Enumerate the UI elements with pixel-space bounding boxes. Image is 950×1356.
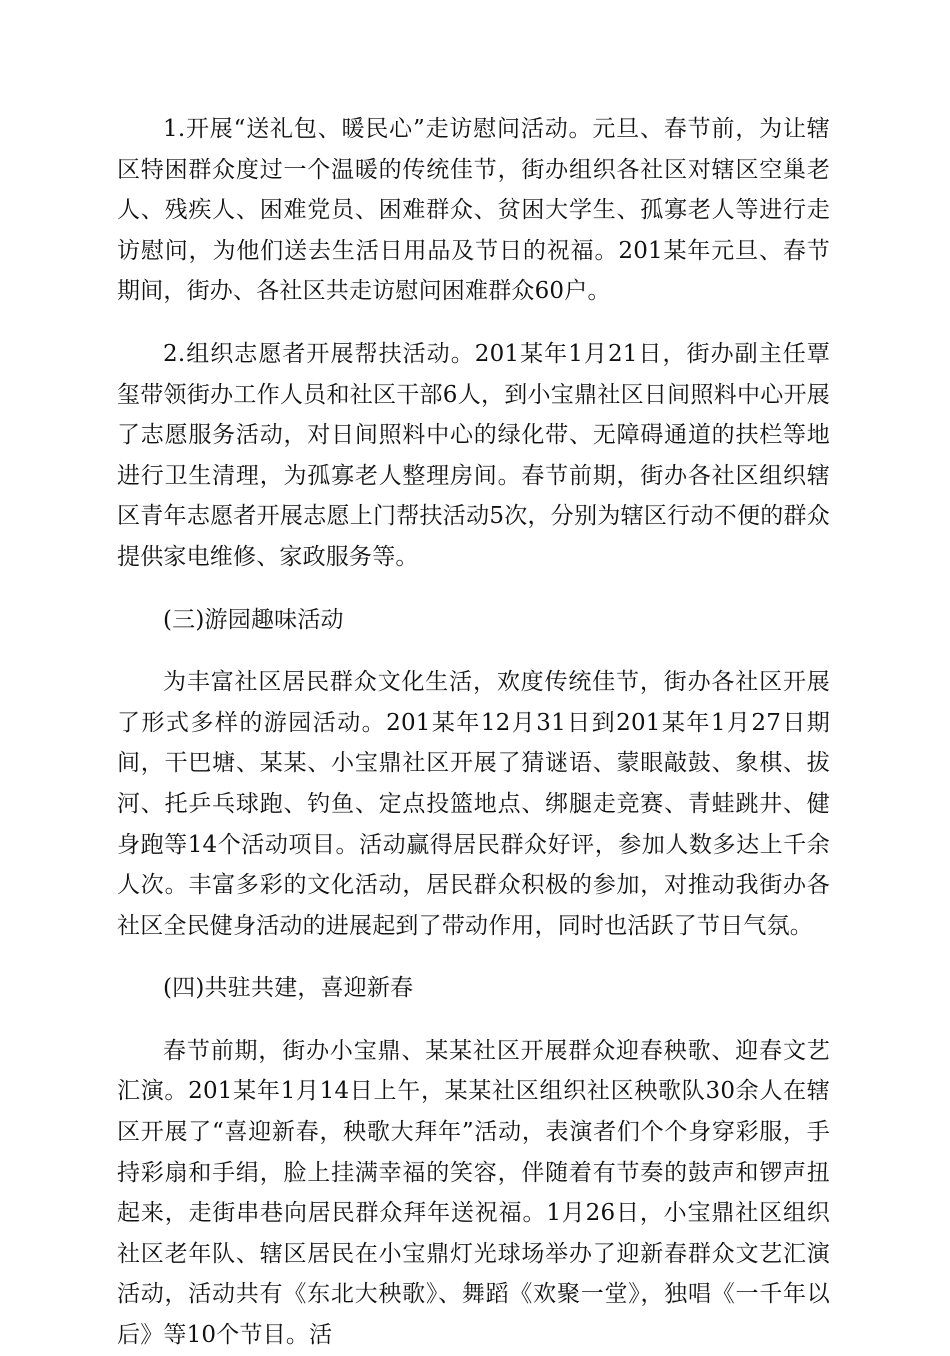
paragraph-visit-activity: 1.开展“送礼包、暖民心”走访慰问活动。元旦、春节前，为让辖区特困群众度过一个温暖的传统佳节，街办组织各社区对辖区空巢老人、残疾人、困难党员、困难群众、贫困大学生、孤寡老人等进行走访慰问，为他们送去生活日用品及节日的祝福。201某年元旦、春节期间，街办、各社区共走访慰问困难群众60户。 — [117, 116, 830, 305]
paragraph-garden-activities: 为丰富社区居民群众文化生活，欢度传统佳节，街办各社区开展了形式多样的游园活动。201某年12月31日到201某年1月27日期间，干巴塘、某某、小宝鼎社区开展了猜谜语、蒙眼敲鼓、象棋、拔河、托乒乓球跑、钓鱼、定点投篮地点、绑腿走竞赛、青蛙跳井、健身跑等14个活动项目。活动赢得居民群众好评，参加人数多达上千余人次。丰富多彩的文化活动，居民群众积极的参加，对推动我街办各社区全民健身活动的进展起到了带动作用，同时也活跃了节日气氛。 — [117, 669, 830, 939]
section-heading-garden-activities: (三)游园趣味活动 — [163, 606, 344, 633]
paragraph-volunteer-activity: 2.组织志愿者开展帮扶活动。201某年1月21日，街办副主任覃玺带领街办工作人员和社区干部6人，到小宝鼎社区日间照料中心开展了志愿服务活动，对日间照料中心的绿化带、无障碍通道的扶栏等地进行卫生清理，为孤寡老人整理房间。春节前期，街办各社区组织辖区青年志愿者开展志愿上门帮扶活动5次，分别为辖区行动不便的群众提供家电维修、家政服务等。 — [117, 340, 830, 570]
paragraph-new-year-performances: 春节前期，街办小宝鼎、某某社区开展群众迎春秧歌、迎春文艺汇演。201某年1月14日上午，某某社区组织社区秧歌队30余人在辖区开展了“喜迎新春，秧歌大拜年”活动，表演者们个个身穿彩服，手持彩扇和手绢，脸上挂满幸福的笑容，伴随着有节奏的鼓声和锣声扭起来，走街串巷向居民群众拜年送祝福。1月26日，小宝鼎社区组织社区老年队、辖区居民在小宝鼎灯光球场举办了迎新春群众文艺汇演活动，活动共有《东北大秧歌》、舞蹈《欢聚一堂》，独唱《一千年以后》等10个节目。活 — [117, 1037, 830, 1349]
section-heading-new-year: (四)共驻共建，喜迎新春 — [163, 975, 414, 1002]
